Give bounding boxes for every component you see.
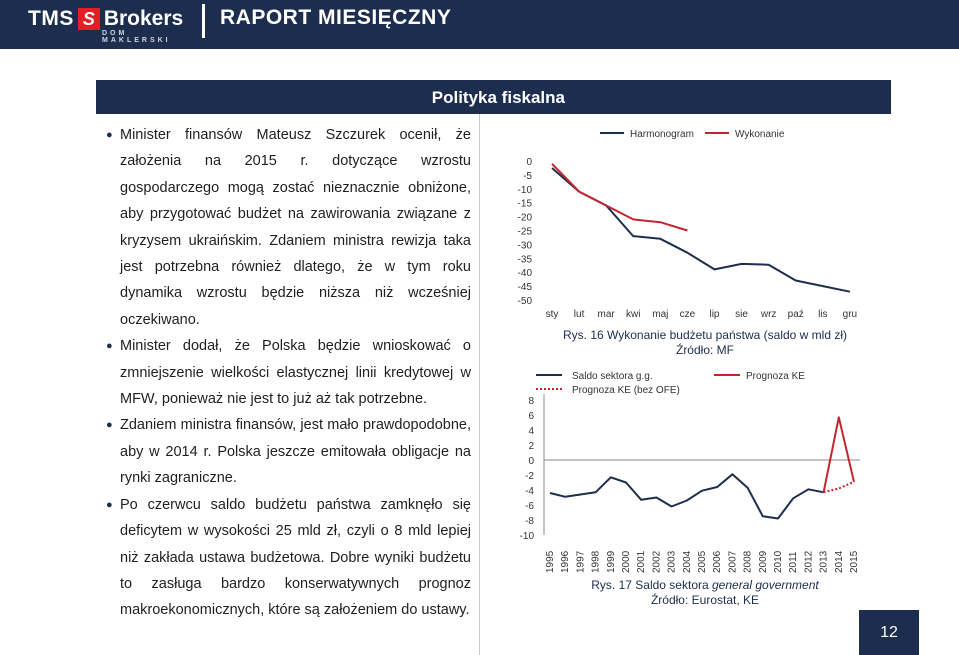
x-tick-label: 2009 <box>757 550 769 573</box>
x-tick-label: wrz <box>760 309 777 320</box>
x-tick-label: maj <box>652 309 669 320</box>
x-tick-label: sie <box>735 309 748 320</box>
bullet-text: Zdaniem ministra finansów, jest mało prawdopodobne, aby w 2014 r. Polska jeszcze emitowała obligacje na rynki zagraniczne. <box>120 417 471 487</box>
x-tick-label: 2003 <box>666 550 678 573</box>
y-tick-label: 0 <box>526 157 532 168</box>
y-tick-label: -4 <box>525 486 534 497</box>
top-banner <box>0 0 959 49</box>
legend-label: Saldo sektora g.g. <box>572 371 653 382</box>
bullet-item <box>106 122 471 333</box>
y-tick-label: -35 <box>517 254 532 266</box>
y-tick-label: 0 <box>528 456 534 467</box>
bullet-dot-icon: ● <box>106 129 113 141</box>
y-tick-label: -8 <box>525 516 534 527</box>
series-line <box>550 474 824 518</box>
x-tick-label: kwi <box>626 309 641 320</box>
x-tick-label: gru <box>842 309 858 320</box>
report-title: RAPORT MIESIĘCZNY <box>220 6 452 29</box>
legend-label: Wykonanie <box>735 129 785 140</box>
y-tick-label: 4 <box>528 426 534 437</box>
x-tick-label: 2005 <box>697 550 708 573</box>
y-tick-label: -40 <box>517 268 532 280</box>
y-tick-label: -45 <box>517 282 532 294</box>
x-tick-label: 1995 <box>545 550 556 573</box>
series-line <box>824 482 854 493</box>
bullet-list <box>106 122 471 624</box>
x-tick-label: 2008 <box>742 550 754 573</box>
chart2-caption-source: Źródło: Eurostat, KE <box>650 593 760 607</box>
x-tick-label: cze <box>679 309 696 320</box>
bullet-text: Po czerwcu saldo budżetu państwa zamknęło się deficytem w wysokości 25 mld zł, czyli o 8 mld lepiej niż zakłada ustawa budżetowa. Dobre wyniki budżetu to zasługa bardzo konserwatywnych prognoz makroekonomicznych, które są założeniem do ustawy. <box>120 496 471 619</box>
bullet-dot-icon: ● <box>106 340 113 353</box>
x-tick-label: lip <box>709 309 720 320</box>
y-tick-label: -30 <box>517 240 532 252</box>
x-tick-label: mar <box>597 309 615 320</box>
bullet-item <box>106 333 471 412</box>
x-tick-label: 2006 <box>712 550 724 573</box>
x-tick-label: 2011 <box>788 551 800 573</box>
header-divider <box>202 4 205 38</box>
x-tick-label: lut <box>573 309 585 320</box>
bullet-item <box>106 412 471 491</box>
chart1-caption <box>520 328 890 358</box>
section-title: Polityka fiskalna <box>431 88 565 107</box>
logo-subtitle: DOM MAKLERSKI <box>102 30 171 44</box>
x-tick-label: 2013 <box>818 550 830 573</box>
chart1-caption-title: Rys. 16 Wykonanie budżetu państwa (saldo w mld zł) <box>562 328 848 342</box>
x-tick-label: 2014 <box>833 550 845 573</box>
x-tick-label: 2012 <box>803 550 815 573</box>
x-tick-label: 2001 <box>636 550 648 573</box>
y-tick-label: -20 <box>517 212 532 224</box>
x-tick-label: 1997 <box>575 550 587 573</box>
y-tick-label: -6 <box>525 501 534 512</box>
chart2-caption-italic: general government <box>712 578 819 592</box>
legend-label: Prognoza KE (bez OFE) <box>572 385 680 396</box>
x-tick-label: 1996 <box>560 550 572 573</box>
x-tick-label: 2004 <box>681 550 693 573</box>
y-tick-label: -25 <box>517 226 532 238</box>
chart2-caption <box>520 578 890 608</box>
x-tick-label: 2002 <box>651 550 663 573</box>
y-tick-label: 8 <box>528 396 534 407</box>
x-tick-label: 1999 <box>605 550 617 573</box>
x-tick-label: paź <box>787 309 804 320</box>
y-tick-label: 6 <box>528 411 534 422</box>
logo-brokers-text: Brokers <box>103 7 184 30</box>
logo-s-mark-icon: S <box>78 8 100 30</box>
chart1-caption-source: Źródło: MF <box>675 343 734 357</box>
bullet-text: Minister dodał, że Polska będzie wnioskować o zmniejszenie wielkości elastycznej linii kredytowej w MFW, ponieważ nie jest to już aż tak potrzebne. <box>120 338 471 408</box>
series-line <box>824 417 854 492</box>
chart2-caption-prefix: Rys. 17 Saldo sektora <box>591 578 712 592</box>
logo-tms-text: TMS <box>28 7 74 30</box>
x-tick-label: 2010 <box>773 550 784 573</box>
bullet-dot-icon: ● <box>106 419 113 432</box>
y-tick-label: -10 <box>517 184 532 196</box>
budget-execution-chart <box>500 118 880 323</box>
x-tick-label: 2007 <box>727 550 739 573</box>
tms-brokers-logo <box>28 4 183 42</box>
legend-label: Prognoza KE <box>746 371 805 382</box>
section-header <box>96 80 891 114</box>
bullet-item <box>106 492 471 624</box>
x-tick-label: 1998 <box>590 550 602 573</box>
y-tick-label: -5 <box>523 170 532 182</box>
x-tick-label: sty <box>545 309 559 320</box>
x-tick-label: lis <box>818 309 828 320</box>
y-tick-label: -15 <box>517 198 532 210</box>
legend-label: Harmonogram <box>630 129 694 140</box>
bullet-text: Minister finansów Mateusz Szczurek ocenił, że założenia na 2015 r. dotyczące wzrostu gospodarczego mogą zostać nieznacznie obniżone, aby przygotować budżet na zawirowania związane z kryzysem ukraińskim. Zdaniem ministra rewizja taka jest potrzebna również dlatego, że w tym roku dynamika wzrostu będzie niższa niż wcześniej oczekiwano. <box>120 127 471 328</box>
x-tick-label: 2000 <box>621 550 632 573</box>
y-tick-label: -2 <box>525 471 534 482</box>
chart2-caption-title <box>520 578 890 593</box>
series-line-harmonogram <box>552 168 850 292</box>
page-number: 12 <box>859 610 919 655</box>
general-government-balance-chart <box>500 365 880 577</box>
y-tick-label: -10 <box>519 531 534 542</box>
y-tick-label: -50 <box>517 296 532 307</box>
y-tick-label: 2 <box>528 441 534 452</box>
bullet-dot-icon: ● <box>106 498 113 511</box>
x-tick-label: 2015 <box>849 550 860 573</box>
